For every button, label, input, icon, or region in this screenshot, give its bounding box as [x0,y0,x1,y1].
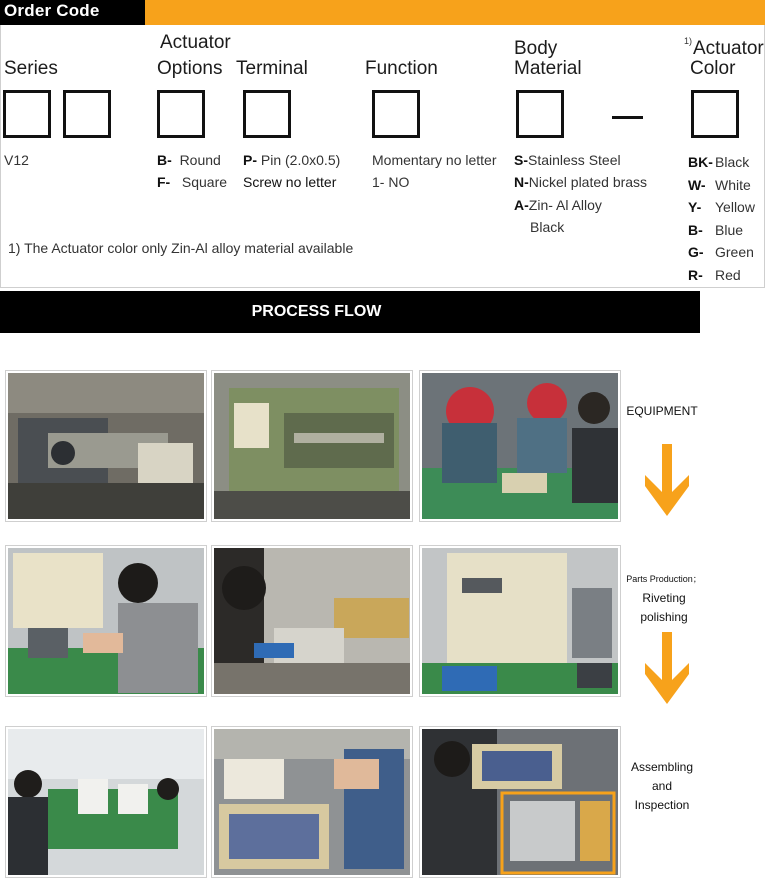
series-option: V12 [4,152,29,168]
body-material-option-stainless: S-Stainless Steel [514,152,621,168]
body-material-option-nickel: N-Nickel plated brass [514,174,648,190]
body-material-option-black: Black [530,219,565,235]
terminal-option-pin: P- Pin (2.0x0.5) [243,152,341,168]
inspection-tester-photo [419,726,621,878]
actuator-options-header-line2: Options [157,58,223,79]
body-material-header-line2: Material [514,58,582,79]
process-flow-title: PROCESS FLOW [251,303,382,320]
worker-sorting-parts-photo [211,545,413,697]
arrow-down-icon [645,632,689,705]
order-code-title: Order Code [4,1,100,20]
function-option-no: 1- NO [372,174,410,190]
lathe-machine-photo [211,370,413,522]
actuator-color-header-line1: Actuator [693,38,764,59]
color-option-yellow: Y- Yellow [688,199,755,215]
series-code-box-2 [63,90,111,138]
actuator-option-round: B- Round [157,152,221,168]
cnc-machine-photo [5,370,207,522]
actuator-color-code-box [691,90,739,138]
body-material-code-box [516,90,564,138]
body-material-header-line1: Body [514,38,558,59]
series-code-box-1 [3,90,51,138]
color-option-white: W- White [688,176,751,193]
terminal-code-box [243,90,291,138]
color-option-green: G- Green [688,244,754,260]
series-header: Series [4,58,58,79]
color-option-black: BK- Black [688,154,750,170]
actuator-color-options [688,151,763,286]
separator-dash [612,116,643,119]
actuator-color-header-line2: Color [690,58,736,79]
step-label-assembling: Assembling and Inspection [630,760,694,812]
assembly-line-workers-photo [5,726,207,878]
color-option-red: R- Red [688,266,741,283]
step-label-equipment: EQUIPMENT [626,404,698,418]
actuator-color-note-mark: 1) [684,36,693,46]
arrow-down-icon [645,444,689,517]
terminal-option-screw: Screw no letter [243,174,337,190]
order-code-footnote: 1) The Actuator color only Zin-Al alloy material available [8,240,354,256]
function-code-box [372,90,420,138]
function-header: Function [365,58,438,79]
punch-press-operator-photo [419,370,621,522]
riveting-machine-operator-photo [5,545,207,697]
order-code-accent-bar [145,0,765,25]
actuator-options-code-box [157,90,205,138]
body-material-option-zinc: A-Zin- Al Alloy [514,197,602,213]
assembly-trays-photo [211,726,413,878]
step-label-parts-production: Parts Production； Riveting polishing [626,574,702,624]
function-option-momentary: Momentary no letter [372,152,497,168]
color-option-blue: B- Blue [688,221,744,238]
terminal-header: Terminal [236,58,308,79]
actuator-option-square: F- Square [157,174,228,190]
riveting-machine-photo [419,545,621,697]
actuator-options-header-line1: Actuator [160,32,231,53]
